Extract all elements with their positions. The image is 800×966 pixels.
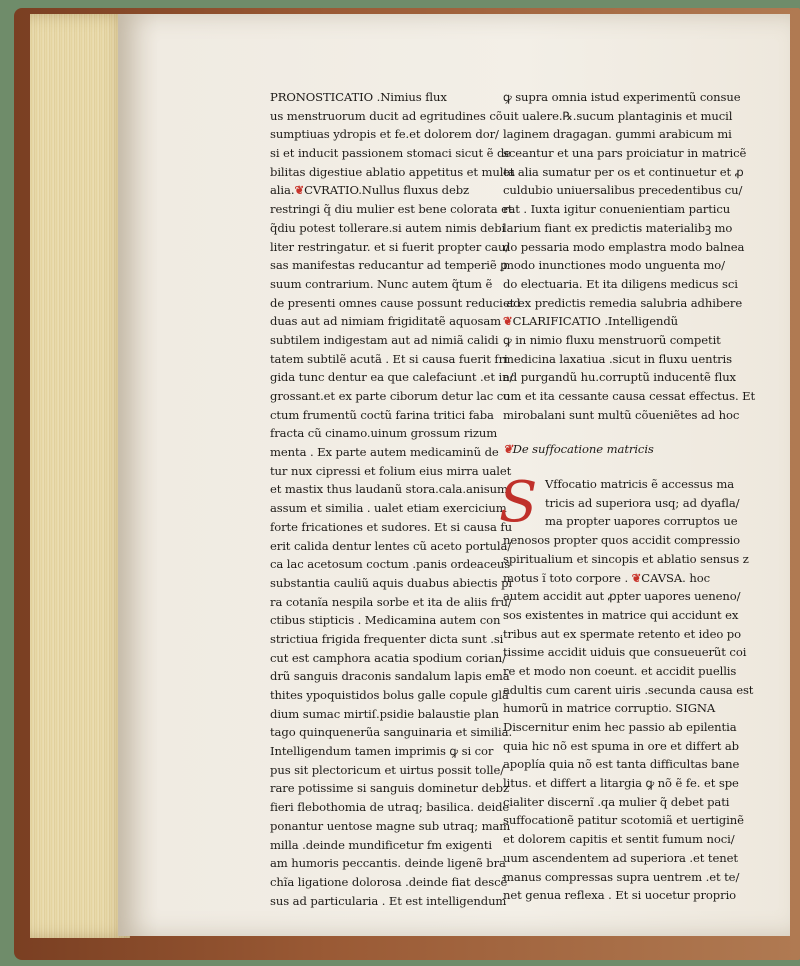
- text-line: Discernitur enim hec passio ab epilentia: [503, 720, 737, 734]
- text-line: pus sit plectoricum et uirtus possit tolle/: [270, 762, 505, 777]
- text-line: rare potissime si sanguis dominetur debz: [270, 781, 509, 796]
- text-line: strictiua frigida frequenter dicta sunt .si: [270, 631, 504, 646]
- text-line: ꝙ supra omnia istud experimentũ consue: [503, 90, 741, 104]
- text-line: dium sumac mirtiſ.psidie balaustie plan: [270, 706, 500, 721]
- text-line: fieri flebothomia de utraq; basilica. deide: [270, 800, 510, 815]
- text-line: ad purgandũ hu.corruptũ inducentẽ flux: [503, 370, 736, 385]
- text-line: spiritualium et sincopis et ablatio sensus z: [503, 551, 749, 566]
- text-line: uit ualere.℞.sucum plantaginis et mucil: [503, 108, 733, 123]
- text-line: Vffocatio matricis ẽ accessus ma: [545, 477, 735, 492]
- text-line: modo inunctiones modo unguenta mo/: [503, 258, 725, 273]
- text-line: sus ad particularia . Et est intelligendum: [270, 893, 507, 908]
- text-line: thites ypoquistidos bolus galle copule glã: [270, 688, 509, 702]
- text-line: duas aut ad nimiam frigiditatẽ aquosam: [270, 314, 502, 329]
- text-line: uum ascendentem ad superiora .et tenet: [503, 850, 738, 865]
- text-line: bilitas digestiue ablatio appetitus et multa: [270, 164, 515, 179]
- text-line: ma propter uapores corruptos ue: [545, 514, 738, 529]
- text-line: litus. et differt a litargia ꝙ nõ ẽ fe. et spe: [503, 776, 739, 791]
- text-line: si et inducit passionem stomaci sicut ẽ de: [270, 146, 512, 161]
- text-line: culdubio uniuersalibus precedentibus cu/: [503, 183, 743, 198]
- text-line: milla .deinde mundificetur fm exigenti: [270, 837, 492, 852]
- text-line: liter restringatur. et si fuerit propter cau/: [270, 239, 510, 254]
- text-line: suum contrarium. Nunc autem q̃tum ẽ: [270, 276, 493, 291]
- text-line: fracta cũ cinamo.uinum grossum rizum: [270, 426, 498, 441]
- text-line: rat . Iuxta igitur conuenientiam particu: [503, 202, 731, 217]
- text-line: ctibus stipticis . Medicamina autem con: [270, 613, 501, 628]
- text-line: laginem dragagan. gummi arabicum mi: [503, 127, 732, 142]
- text-line: erit calida dentur lentes cũ aceto portula/: [270, 538, 512, 553]
- text-line: ꝙ in nimio fluxu menstruorũ competit: [503, 332, 721, 347]
- rubric-mark: ❦: [631, 570, 642, 585]
- text-line: forte fricationes et sudores. Et si causa fu: [270, 519, 512, 534]
- text-line: do pessaria modo emplastra modo balnea: [503, 239, 745, 254]
- text-line: medicina laxatiua .sicut in fluxu uentris: [503, 351, 732, 366]
- text-line: drũ sanguis draconis sandalum lapis ema: [270, 669, 510, 684]
- rubric-mark: ❦: [503, 314, 513, 329]
- text-line: apoplía quia nõ est tanta difficultas bane: [503, 757, 740, 772]
- text-line: substantia cauliũ aquis duabus abiectis pi: [270, 575, 513, 590]
- right-text-column: [499, 88, 756, 905]
- text-line: autem accidit aut ꝓpter uapores ueneno/: [503, 589, 741, 604]
- text-line: q̃diu potest tollerare.si autem nimis debi: [270, 220, 506, 235]
- text-line: ca lac acetosum coctum .panis ordeaceus: [270, 557, 511, 572]
- text-line: am humoris peccantis. deinde ligenẽ bra: [270, 856, 506, 871]
- text-line: et alia sumatur per os et continuetur et ꝓ: [503, 164, 744, 179]
- page-edges: [30, 14, 130, 938]
- text-line: tatem subtilẽ acutã . Et si causa fuerit fri: [270, 351, 508, 366]
- text-line: ❦CLARIFICATIO .Intelligendũ: [503, 314, 679, 329]
- text-line: menta . Ex parte autem medicaminũ de: [270, 445, 499, 460]
- text-line: mirobalani sunt multũ cõueniẽtes ad hoc: [503, 407, 740, 422]
- text-line: de presenti omnes cause possunt reduci ad: [270, 295, 521, 310]
- text-line: adultis cum carent uiris .secunda causa est: [503, 682, 754, 697]
- text-line: et ex predictis remedia salubria adhibere: [503, 295, 743, 310]
- text-line: do electuaria. Et ita diligens medicus sci: [503, 276, 738, 291]
- section-heading: ❦De suffocatione matricis: [503, 442, 654, 457]
- text-line: nenosos propter quos accidit compressio: [503, 533, 741, 548]
- text-line: cialiter discernĩ .qa mulier q̃ debet pati: [503, 794, 730, 809]
- text-line: sas manifestas reducantur ad temperiẽ ꝑ: [270, 258, 508, 273]
- text-line: tricis ad superiora usq; ad dyafla/: [545, 495, 740, 510]
- text-line: motus ĩ toto corpore . ❦CAVSA. hoc: [503, 570, 710, 585]
- text-line: humorũ in matrice corruptio. SIGNA: [503, 701, 716, 716]
- text-line: suffocationẽ patitur scotomiã et uertiginẽ: [503, 813, 744, 828]
- text-line: alia.❦CVRATIO.Nullus fluxus debz: [270, 183, 470, 198]
- rubric-mark: ❦: [294, 183, 305, 198]
- text-line: tago quinquenerũa sanguinaria et similia.: [270, 725, 513, 740]
- text-line: net genua reflexa . Et si uocetur proprio: [503, 888, 737, 903]
- drop-cap-paragraph: [499, 470, 754, 905]
- text-line: sos existentes in matrice qui accidunt ex: [503, 607, 739, 622]
- text-line: assum et similia . ualet etiam exercicium: [270, 501, 507, 516]
- text-line: chĩa ligatione dolorosa .deinde fiat descẽ: [270, 874, 508, 889]
- text-line: sceantur et una pars proiciatur in matricẽ: [503, 146, 747, 161]
- text-line: larium fiant ex predictis materialibꝫ mo: [503, 220, 733, 235]
- text-line: grossant.et ex parte ciborum detur lac co: [270, 389, 511, 403]
- left-text-column: [270, 88, 521, 910]
- text-line: PRONOSTICATIO .Nimius flux: [270, 90, 447, 104]
- text-line: re et modo non coeunt. et accidit puellis: [503, 663, 737, 678]
- drop-cap-initial: S: [499, 470, 538, 536]
- text-line: um et ita cessante causa cessat effectus. Et: [503, 389, 756, 403]
- text-line: gida tunc dentur ea que calefaciunt .et in/: [270, 370, 514, 385]
- text-line: us menstruorum ducit ad egritudines cõ: [270, 108, 503, 123]
- text-line: Intelligendum tamen imprimis ꝙ si cor: [270, 744, 494, 759]
- text-line: ponantur uentose magne sub utraq; mam: [270, 818, 511, 833]
- text-line: tribus aut ex spermate retento et ideo po: [503, 626, 742, 641]
- text-line: quia hic nõ est spuma in ore et differt ab: [503, 738, 739, 753]
- text-line: tur nux cipressi et folium eius mirra ualet: [270, 463, 512, 478]
- text-line: restringi q̃ diu mulier est bene colorata et: [270, 202, 513, 217]
- text-line: sumptiuas ydropis et fe.et dolorem dor/: [270, 127, 499, 142]
- text-line: subtilem indigestam aut ad nimiã calidi: [270, 332, 499, 347]
- text-line: tissime accidit uiduis que consueuerũt coi: [503, 645, 747, 660]
- text-line: ctum frumentũ coctũ farina tritici faba: [270, 407, 494, 422]
- text-line: manus compressas supra uentrem .et te/: [503, 869, 740, 884]
- text-line: et mastix thus laudanũ stora.cala.anisum: [270, 482, 508, 497]
- rubric-mark: ❦: [503, 442, 513, 457]
- text-line: cut est camphora acatia spodium corian/: [270, 650, 506, 665]
- text-line: ra cotanĩa nespila sorbe et ita de aliis fru/: [270, 594, 512, 609]
- text-line: et dolorem capitis et sentit fumum noci/: [503, 832, 735, 847]
